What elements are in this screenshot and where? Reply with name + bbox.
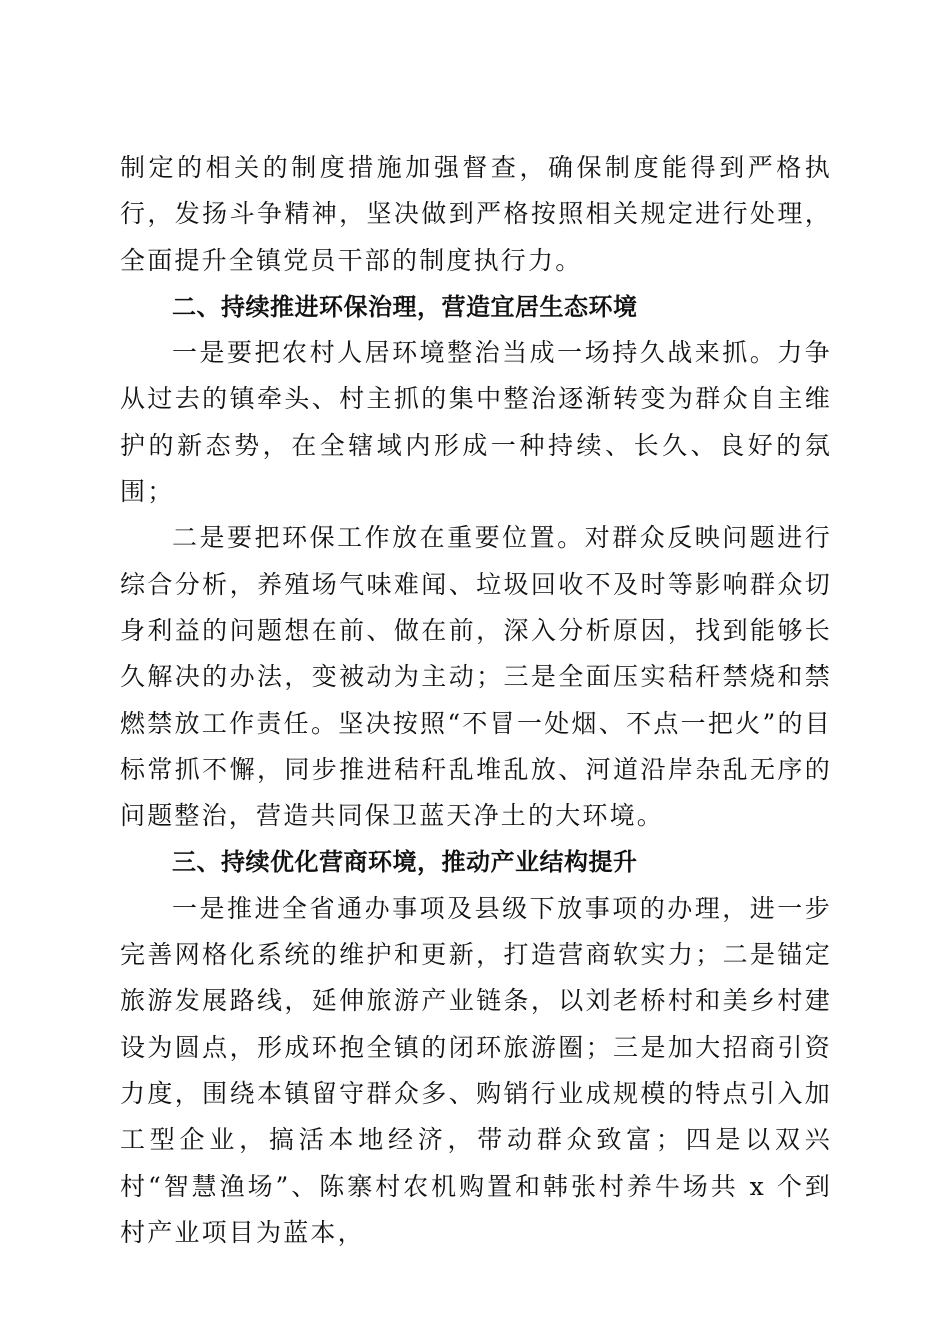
- document-page: [120, 145, 832, 1256]
- paragraph-environment-1: 一是要把农村人居环境整治当成一场持久战来抓。力争从过去的镇牵头、村主抓的集中整治逐渐转变为群众自主维护的新态势，在全辖域内形成一种持续、长久、良好的氛围；: [120, 338, 832, 507]
- paragraph-business-1: 一是推进全省通办事项及县级下放事项的办理，进一步完善网格化系统的维护和更新，打造营商软实力；二是锚定旅游发展路线，延伸旅游产业链条，以刘老桥村和美乡村建设为圆点，形成环抱全镇的闭环旅游圈；三是加大招商引资力度，围绕本镇留守群众多、购销行业成规模的特点引入加工型企业，搞活本地经济，带动群众致富；四是以双兴村“智慧渔场”、陈寨村农机购置和韩张村养牛场共 x 个到村产业项目为蓝本，: [120, 893, 832, 1247]
- section-heading-2: 二、持续推进环保治理，营造宜居生态环境: [172, 292, 638, 321]
- section-heading-3: 三、持续优化营商环境，推动产业结构提升: [172, 848, 638, 877]
- paragraph-continuation: 制定的相关的制度措施加强督查，确保制度能得到严格执行，发扬斗争精神，坚决做到严格按照相关规定进行处理，全面提升全镇党员干部的制度执行力。: [120, 153, 832, 275]
- paragraph-environment-2: 二是要把环保工作放在重要位置。对群众反映问题进行综合分析，养殖场气味难闻、垃圾回收不及时等影响群众切身利益的问题想在前、做在前，深入分析原因，找到能够长久解决的办法，变被动为主动；三是全面压实秸秆禁烧和禁燃禁放工作责任。坚决按照“不冒一处烟、不点一把火”的目标常抓不懈，同步推进秸秆乱堆乱放、河道沿岸杂乱无序的问题整治，营造共同保卫蓝天净土的大环境。: [120, 523, 832, 831]
